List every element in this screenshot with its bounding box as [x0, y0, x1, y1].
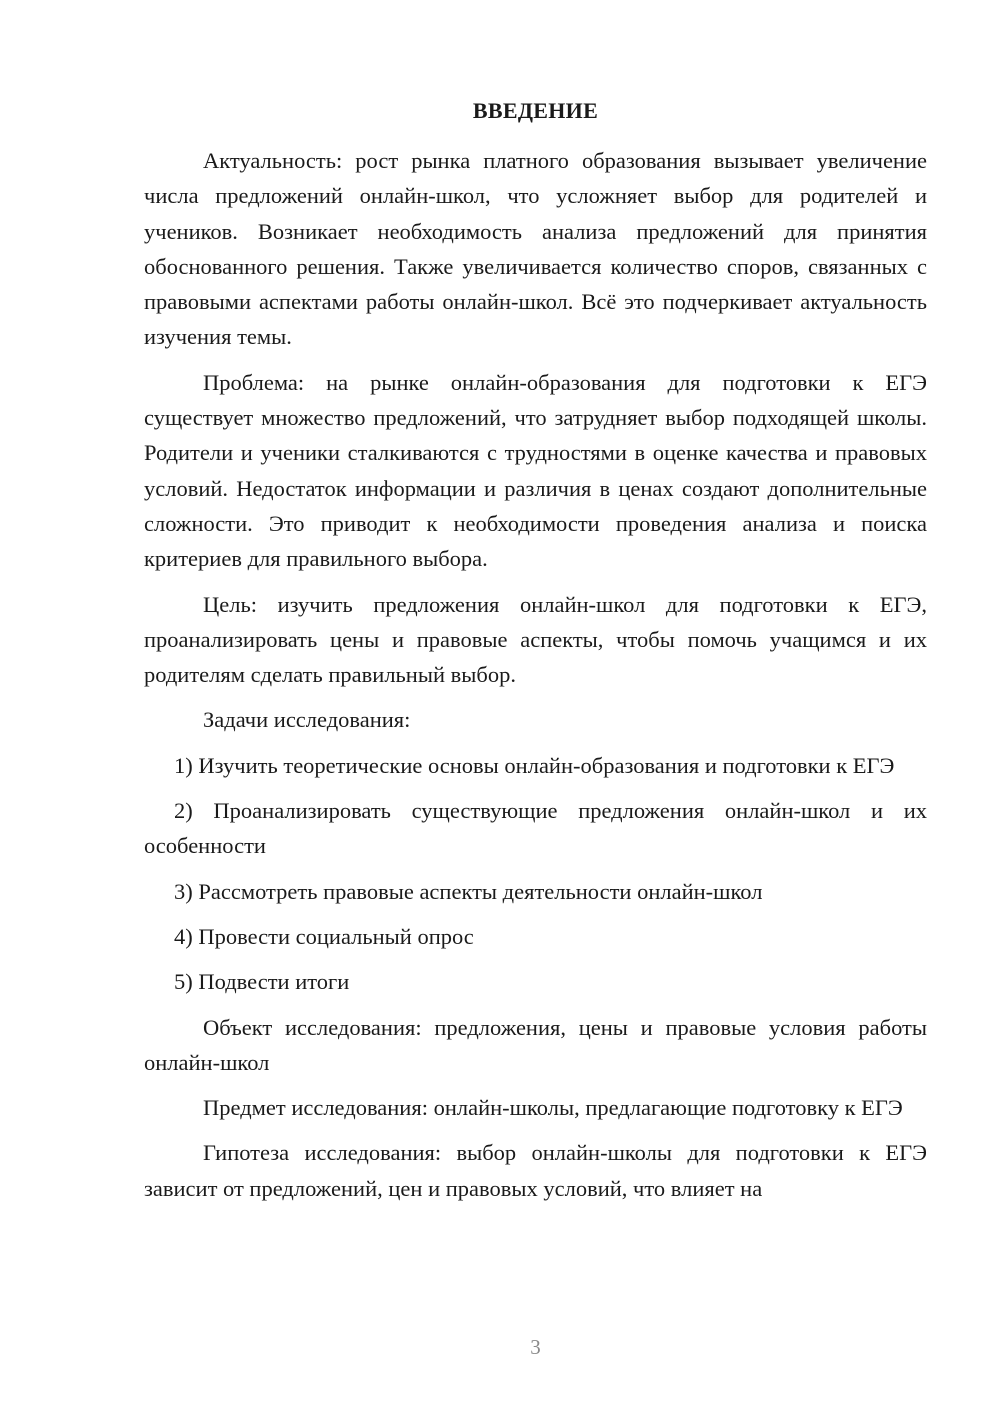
- goal-paragraph: Цель: изучить предложения онлайн-школ для подготовки к ЕГЭ, проанализировать цены и правовые аспекты, чтобы помочь учащимся и их родителям сделать правильный выбор.: [144, 591, 927, 688]
- page-number: 3: [530, 1335, 541, 1359]
- relevance-paragraph: Актуальность: рост рынка платного образования вызывает увеличение числа предложений онлайн-школ, что усложняет выбор для родителей и учеников. Возникает необходимость анализа предложений для принятия обоснованного решения. Также увеличивается количество споров, связанных с правовыми аспектами работы онлайн-школ. Всё это подчеркивает актуальность изучения темы.: [144, 148, 927, 350]
- document-page: [144, 0, 927, 1414]
- task-item-5: 5) Подвести итоги: [174, 969, 350, 995]
- object-paragraph: Объект исследования: предложения, цены и правовые условия работы онлайн-школ: [144, 1014, 927, 1075]
- task-item-1: 1) Изучить теоретические основы онлайн-образования и подготовки к ЕГЭ: [174, 752, 895, 778]
- hypothesis-paragraph: Гипотеза исследования: выбор онлайн-школы для подготовки к ЕГЭ зависит от предложений, цен и правовых условий, что влияет на: [144, 1140, 927, 1201]
- tasks-heading: Задачи исследования:: [203, 707, 411, 733]
- subject-paragraph: Предмет исследования: онлайн-школы, предлагающие подготовку к ЕГЭ: [203, 1095, 903, 1121]
- section-heading: ВВЕДЕНИЕ: [472, 98, 599, 123]
- problem-paragraph: Проблема: на рынке онлайн-образования для подготовки к ЕГЭ существует множество предложений, что затрудняет выбор подходящей школы. Родители и ученики сталкиваются с трудностями в оценке качества и правовых условий. Недостаток информации и различия в ценах создают дополнительные сложности. Это приводит к необходимости проведения анализа и поиска критериев для правильного выбора.: [144, 369, 927, 572]
- task-item-3: 3) Рассмотреть правовые аспекты деятельности онлайн-школ: [174, 878, 763, 904]
- task-item-2: 2) Проанализировать существующие предложения онлайн-школ и их особенности: [144, 798, 927, 859]
- task-item-4: 4) Провести социальный опрос: [174, 923, 474, 949]
- body-text: [144, 143, 927, 1216]
